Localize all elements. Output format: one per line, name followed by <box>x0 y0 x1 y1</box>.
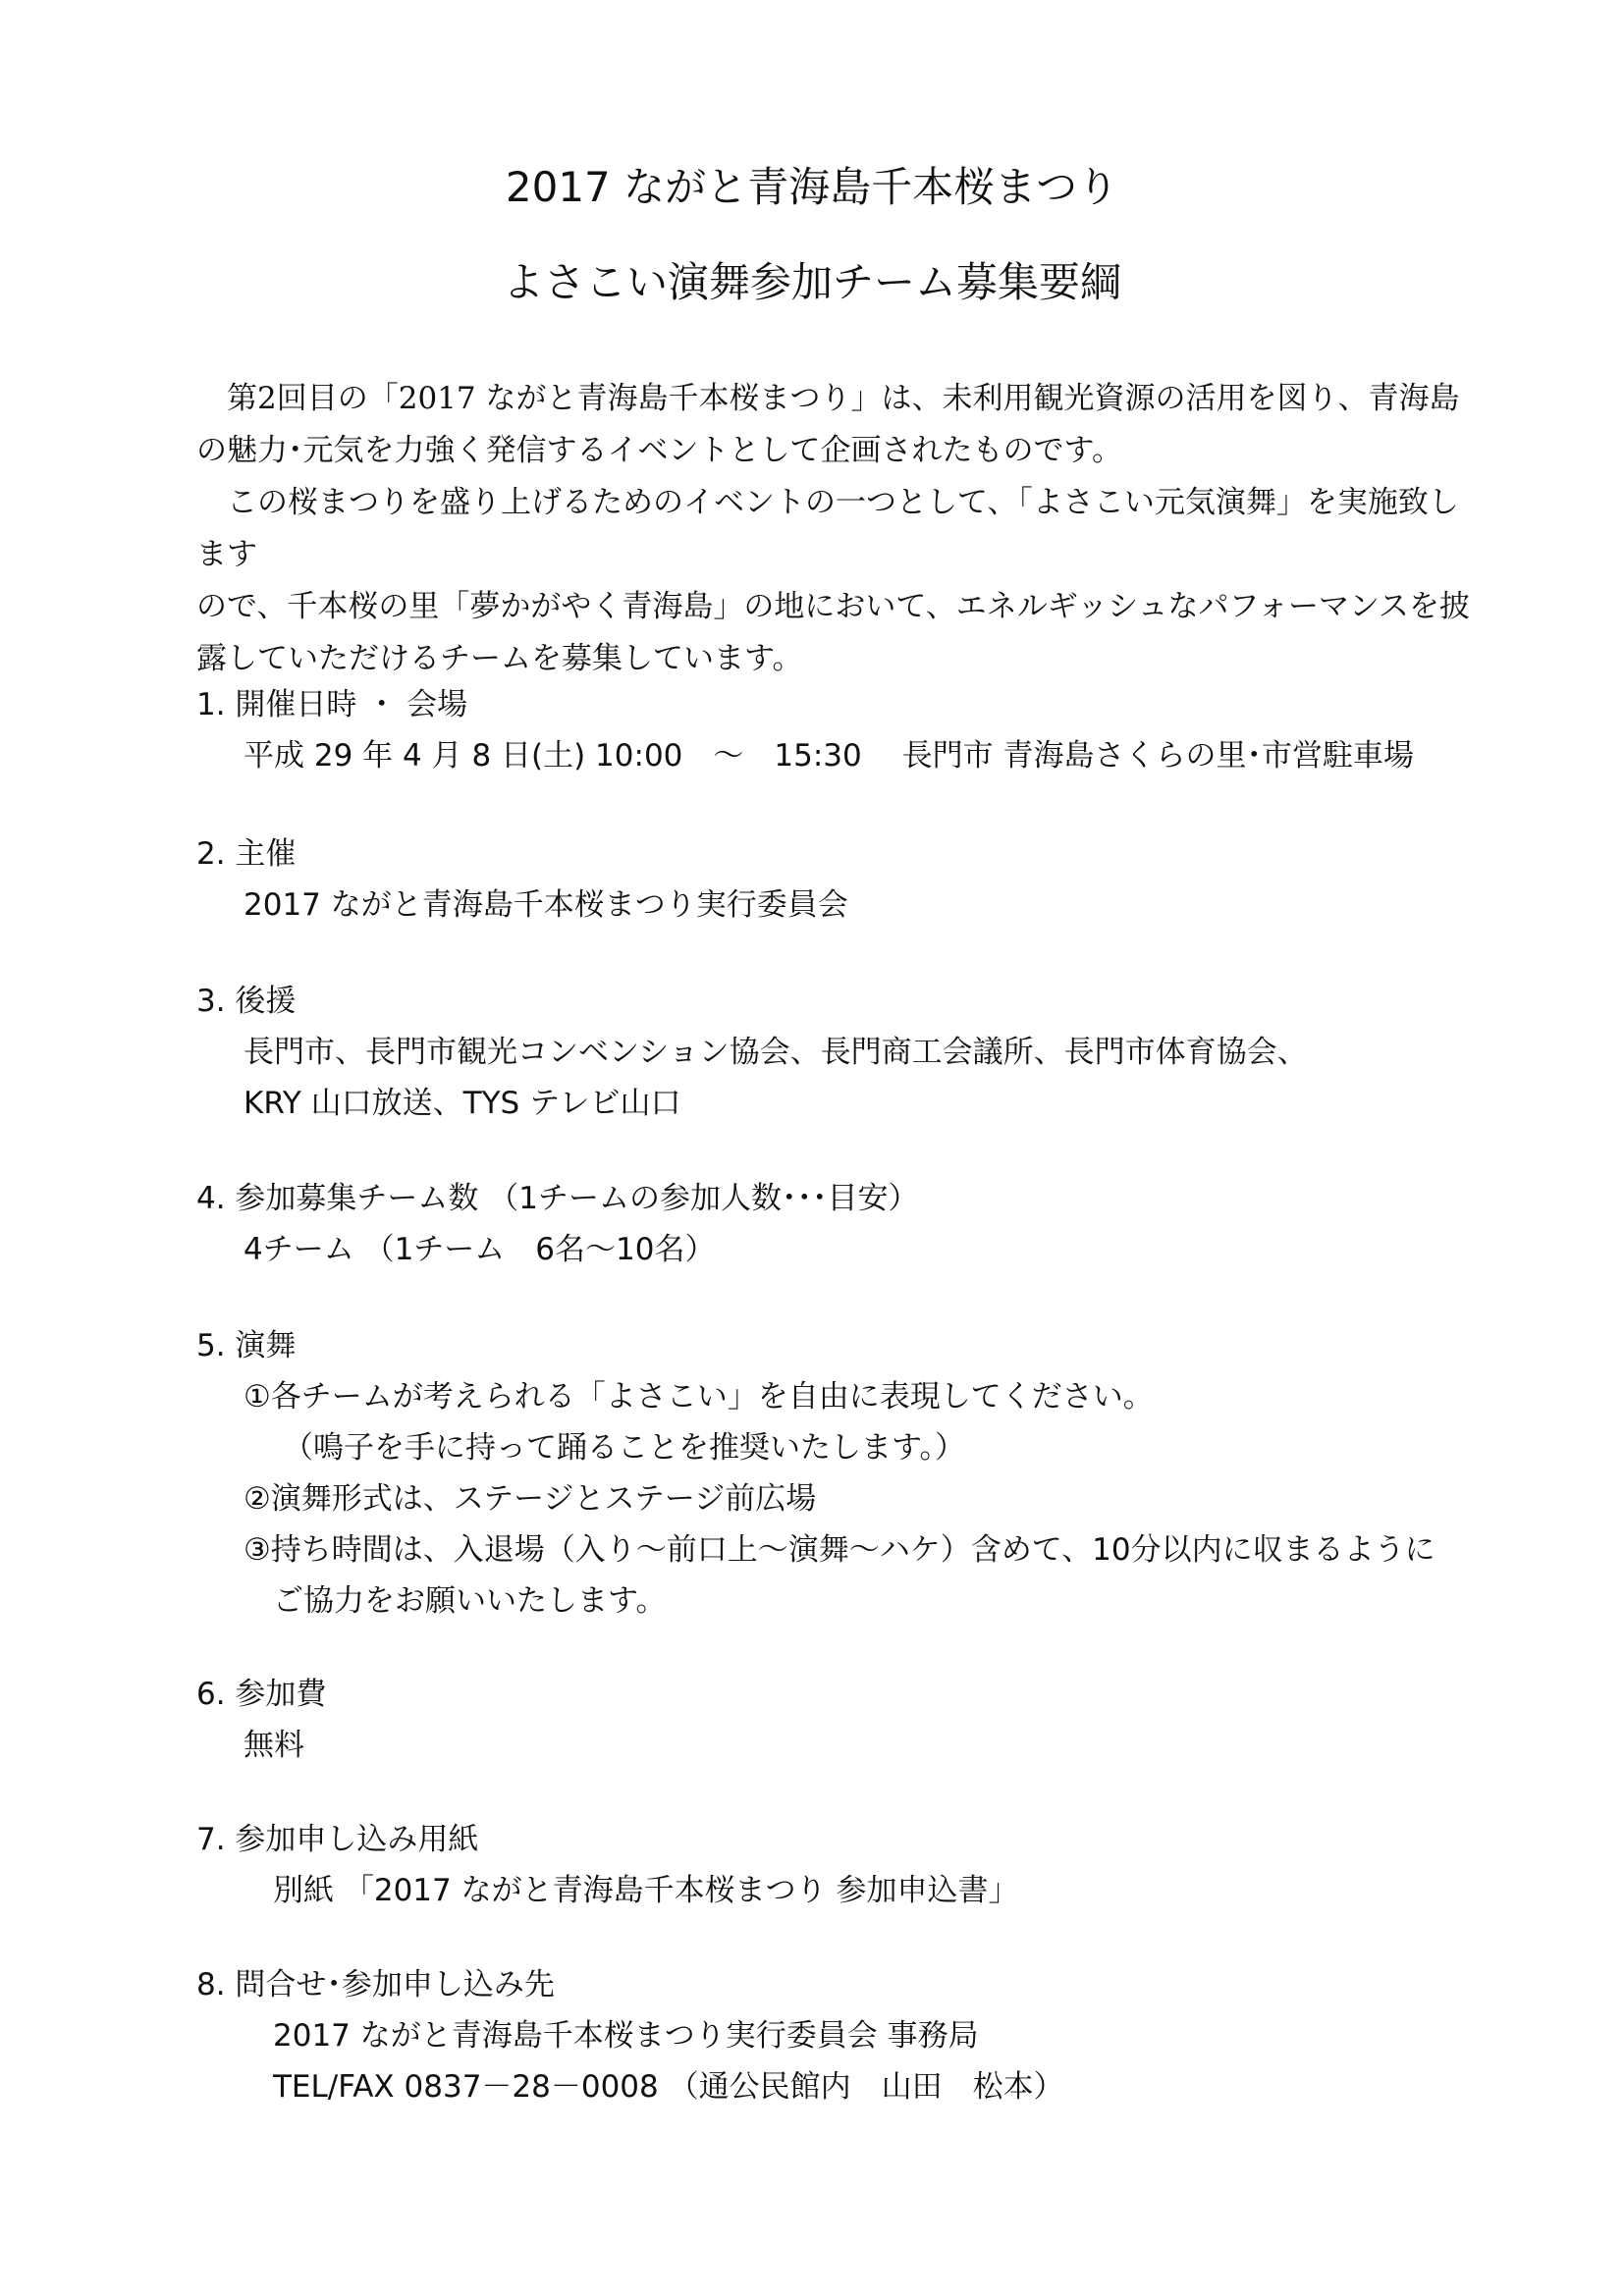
section-line: 別紙 「2017 ながと青海島千本桜まつり 参加申込書」 <box>273 1873 1019 1908</box>
section-heading: 5. 演舞 <box>196 1328 297 1363</box>
section-heading: 4. 参加募集チーム数 （1チームの参加人数･･･目安） <box>196 1181 919 1216</box>
section-line: 4チーム （1チーム 6名～10名） <box>244 1232 716 1267</box>
section-heading: 2. 主催 <box>196 836 297 872</box>
intro-paragraph <box>196 373 1473 685</box>
section-line: 2017 ながと青海島千本桜まつり実行委員会 事務局 <box>273 2018 979 2054</box>
section-line: （鳴子を手に持って踊ることを推奨いたします。） <box>283 1430 966 1466</box>
section-line: 2017 ながと青海島千本桜まつり実行委員会 <box>244 887 848 923</box>
section-heading: 6. 参加費 <box>196 1677 327 1712</box>
section-venue <box>196 679 1473 781</box>
intro-line: 露していただけるチームを募集しています。 <box>196 641 803 676</box>
section-heading: 1. 開催日時 ・ 会場 <box>196 687 468 722</box>
section-organizer <box>196 828 1473 931</box>
section-line: 平成 29 年 4 月 8 日(土) 10:00 ～ 15:30 長門市 青海島さくらの里･市営駐車場 <box>244 738 1414 774</box>
section-performance <box>196 1320 1473 1627</box>
section-team-count <box>196 1173 1473 1275</box>
section-line: ご協力をお願いいたします。 <box>273 1583 667 1619</box>
section-line: 無料 <box>244 1728 304 1763</box>
section-heading: 7. 参加申し込み用紙 <box>196 1822 479 1857</box>
section-heading: 8. 問合せ･参加申し込み先 <box>196 1967 555 2002</box>
section-line: KRY 山口放送、TYS テレビ山口 <box>244 1086 681 1121</box>
document-subtitle: よさこい演舞参加チーム募集要綱 <box>502 258 1121 306</box>
section-heading: 3. 後援 <box>196 984 297 1019</box>
section-fee <box>196 1669 1473 1771</box>
section-line: ③持ち時間は、入退場（入り～前口上～演舞～ハケ）含めて、10分以内に収まるように <box>244 1532 1435 1568</box>
section-line: 長門市、長門市観光コンベンション協会、長門商工会議所、長門市体育協会、 <box>244 1035 1308 1070</box>
intro-line: の魅力･元気を力強く発信するイベントとして企画されたものです。 <box>196 433 1123 468</box>
document-title: 2017 ながと青海島千本桜まつり <box>505 163 1119 211</box>
section-application-form <box>196 1814 1473 1916</box>
section-contact <box>196 1959 1473 2112</box>
section-line: ①各チームが考えられる「よさこい」を自由に表現してください。 <box>244 1379 1154 1415</box>
intro-line: この桜まつりを盛り上げるためのイベントの一つとして、「よさこい元気演舞」を実施致します <box>196 485 1459 572</box>
section-sponsors <box>196 976 1473 1129</box>
section-line: TEL/FAX 0837－28－0008 （通公民館内 山田 松本） <box>273 2069 1064 2105</box>
intro-line: 第2回目の「2017 ながと青海島千本桜まつり」は、未利用観光資源の活用を図り、青海島 <box>196 381 1460 416</box>
section-line: ②演舞形式は、ステージとステージ前広場 <box>244 1481 817 1517</box>
intro-line: ので、千本桜の里「夢かがやく青海島」の地において、エネルギッシュなパフォーマンスを披 <box>196 589 1471 624</box>
